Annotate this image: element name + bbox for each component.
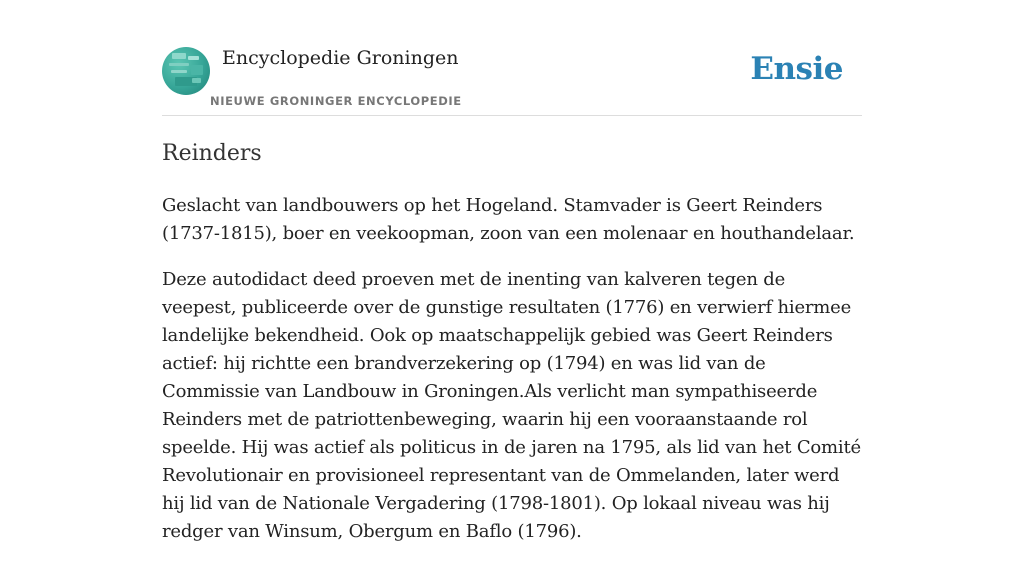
- article-title: Reinders: [162, 141, 262, 166]
- ensie-brand-logo[interactable]: Ensie: [750, 51, 843, 87]
- encyclopedia-title[interactable]: Encyclopedie Groningen: [222, 47, 459, 69]
- logo-tile: [169, 63, 189, 66]
- logo-tile: [171, 70, 187, 73]
- logo-tile: [192, 78, 201, 83]
- article-paragraph: Geslacht van landbouwers op het Hogeland. Stamvader is Geert Reinders (1737-1815), boer en veekoopman, zoon van een molenaar en houthandelaar.: [162, 195, 855, 244]
- logo-tile: [188, 56, 199, 60]
- page-container: [162, 0, 862, 542]
- encyclopedia-subtitle: NIEUWE GRONINGER ENCYCLOPEDIE: [210, 94, 462, 108]
- encyclopedia-logo-icon[interactable]: [162, 47, 210, 95]
- logo-tile: [191, 65, 203, 75]
- logo-tile: [172, 53, 186, 59]
- article-paragraph: Deze autodidact deed proeven met de inenting van kalveren tegen de veepest, publiceerde over de gunstige resultaten (1776) en verwierf hiermee landelijke bekendheid. Ook op maatschappelijk gebied was Geert Reinders actief: hij richtte een brandverzekering op (1794) en was lid van de Commissie van Landbouw in Groningen.Als verlicht man sympathiseerde Reinders met de patriottenbeweging, waarin hij een vooraanstaande rol speelde. Hij was actief als politicus in de jaren na 1795, als lid van het Comité Revolutionair en provisioneel representant van de Ommelanden, later werd hij lid van de Nationale Vergadering (1798-1801). Op lokaal niveau was hij redger van Winsum, Obergum en Baflo (1796).: [162, 269, 861, 542]
- header: [162, 0, 862, 116]
- article-body: [162, 192, 862, 564]
